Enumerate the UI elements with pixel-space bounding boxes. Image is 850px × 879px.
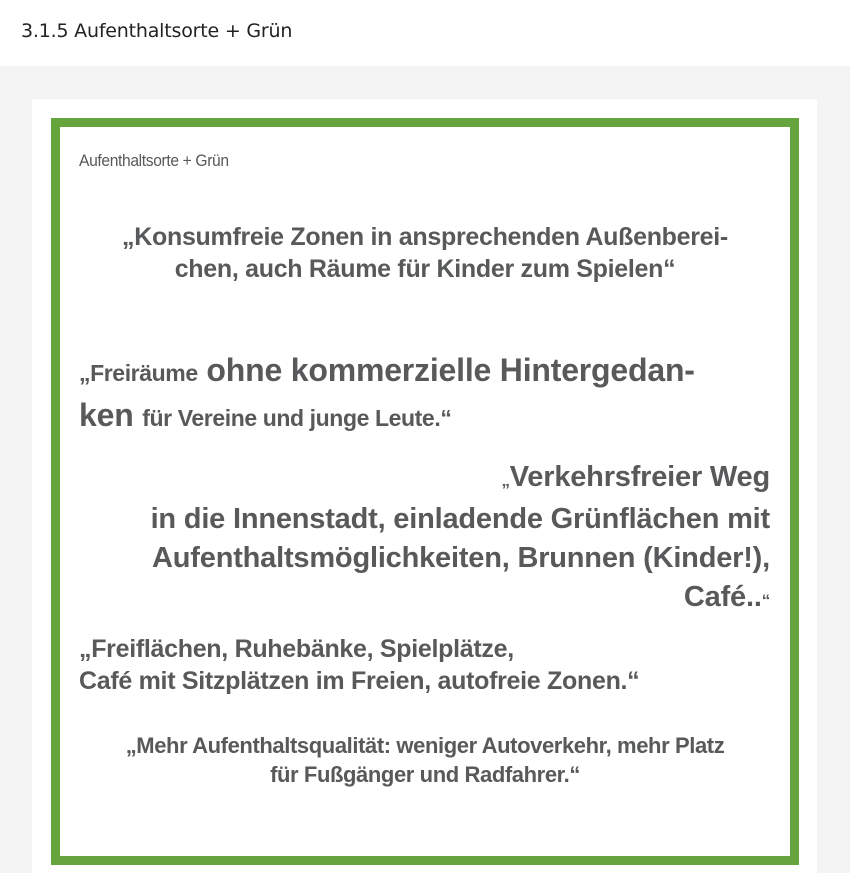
quote-aufenthaltsqualitaet xyxy=(60,731,790,789)
quote-line xyxy=(151,578,770,620)
quote-figure xyxy=(51,118,799,865)
quote-open-mark: „ xyxy=(501,471,510,490)
quote-line: chen, auch Räume für Kinder zum Spielen“ xyxy=(174,255,676,283)
quote-line: in die Innenstadt, einladende Grünflächen mit xyxy=(150,503,770,535)
quote-line: für Fußgänger und Radfahrer.“ xyxy=(270,762,580,787)
quote-text: Café.. xyxy=(683,581,762,613)
page-header xyxy=(0,0,850,66)
quote-verkehrsfreier-weg xyxy=(151,458,770,620)
quote-line xyxy=(151,458,770,500)
quote-freiraeume xyxy=(79,349,695,439)
quote-freiflaechen xyxy=(79,633,639,697)
quote-konsumfreie-zonen xyxy=(60,221,790,285)
quote-line: Aufenthaltsmöglichkeiten, Brunnen (Kinder!), xyxy=(152,542,770,574)
quote-text-large: ohne kommerzielle Hintergedan- xyxy=(206,352,695,388)
quote-text: Verkehrsfreier Weg xyxy=(509,461,770,493)
quote-line: Café mit Sitzplätzen im Freien, autofreie Zonen.“ xyxy=(79,667,640,695)
quote-line: „Freiflächen, Ruhebänke, Spielplätze, xyxy=(79,635,514,663)
quote-text-small: „Freiräume xyxy=(79,360,198,386)
quote-text-small: für Vereine und junge Leute.“ xyxy=(142,405,452,431)
quote-text-large: ken xyxy=(79,397,134,433)
quote-line xyxy=(79,394,695,439)
section-label: Aufenthaltsorte + Grün xyxy=(79,151,229,170)
quote-line xyxy=(79,349,695,394)
quote-line: „Mehr Aufenthaltsqualität: weniger Autoverkehr, mehr Platz xyxy=(125,733,725,758)
page-title: 3.1.5 Aufenthaltsorte + Grün xyxy=(21,20,293,42)
quote-line: „Konsumfreie Zonen in ansprechenden Außenberei- xyxy=(122,223,728,251)
quote-close-mark: “ xyxy=(761,591,770,610)
